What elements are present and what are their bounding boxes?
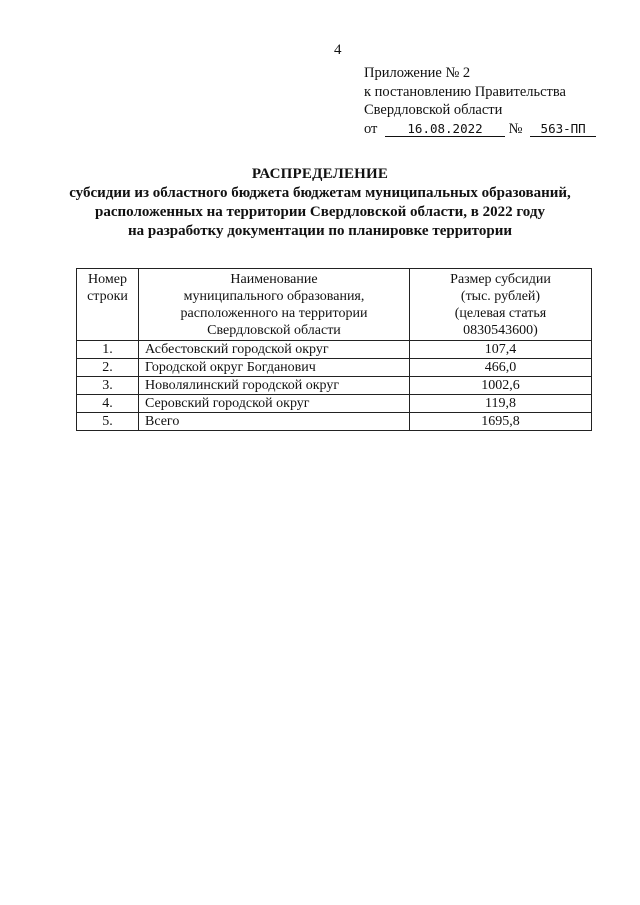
table-row	[77, 359, 592, 377]
heading-line-3: на разработку документации по планировке территории	[128, 223, 512, 239]
subsidy-amount: 119,8	[410, 395, 592, 413]
table-row	[77, 395, 592, 413]
distribution-table	[76, 268, 592, 431]
row-number: 3.	[77, 377, 139, 395]
table-row	[77, 341, 592, 359]
row-number: 1.	[77, 341, 139, 359]
heading-line-2: расположенных на территории Свердловской области, в 2022 году	[95, 204, 545, 220]
header-row-number: Номер строки	[77, 269, 139, 341]
resolution-date: 16.08.2022	[385, 122, 505, 137]
heading-line-1: субсидии из областного бюджета бюджетам муниципальных образований,	[69, 185, 571, 201]
municipality-name: Асбестовский городской округ	[139, 341, 410, 359]
row-number: 2.	[77, 359, 139, 377]
municipality-name: Новолялинский городской округ	[139, 377, 410, 395]
appendix-date-number	[364, 120, 596, 139]
date-prefix: от	[364, 120, 378, 137]
header-subsidy-amount: Размер субсидии (тыс. рублей) (целевая статья 0830543600)	[410, 269, 592, 341]
appendix-region: Свердловской области	[364, 102, 503, 118]
municipality-name: Серовский городской округ	[139, 395, 410, 413]
document-heading	[60, 165, 580, 241]
table-header-row	[77, 269, 592, 341]
subsidy-amount: 466,0	[410, 359, 592, 377]
table-row-total	[77, 413, 592, 431]
appendix-title: Приложение № 2	[364, 65, 471, 81]
resolution-number: 563-ПП	[530, 122, 596, 137]
table-row	[77, 377, 592, 395]
total-label: Всего	[139, 413, 410, 431]
subsidy-amount: 1002,6	[410, 377, 592, 395]
appendix-resolution: к постановлению Правительства	[364, 83, 566, 100]
row-number: 4.	[77, 395, 139, 413]
total-amount: 1695,8	[410, 413, 592, 431]
row-number: 5.	[77, 413, 139, 431]
header-municipality: Наименование муниципального образования, расположенного на территории Свердловской области	[139, 269, 410, 341]
subsidy-amount: 107,4	[410, 341, 592, 359]
municipality-name: Городской округ Богданович	[139, 359, 410, 377]
number-prefix: №	[508, 120, 523, 137]
page-number: 4	[334, 42, 342, 58]
appendix-block	[364, 64, 596, 138]
heading-title: РАСПРЕДЕЛЕНИЕ	[251, 166, 389, 182]
